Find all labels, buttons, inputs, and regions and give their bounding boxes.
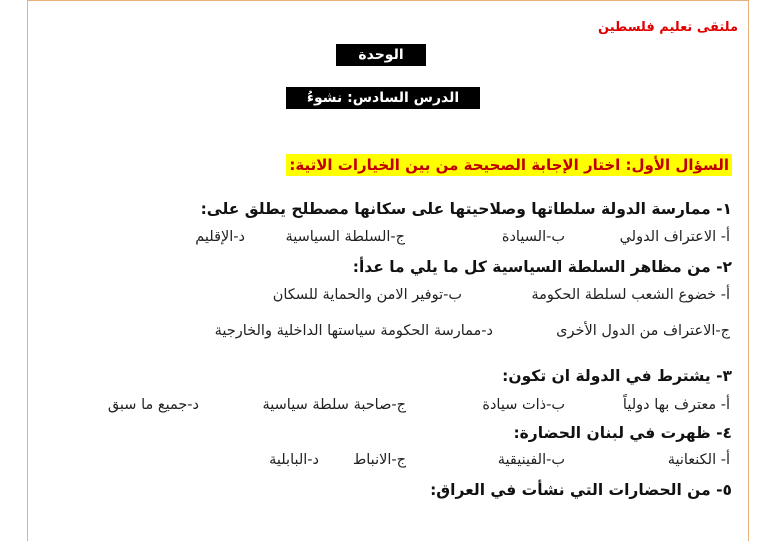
question-3: ٣- يشترط في الدولة ان تكون:	[502, 367, 732, 385]
q1-option-d: د-الإقليم	[195, 229, 245, 245]
q3-option-a: أ- معترف بها دولياً	[622, 397, 730, 413]
q3-option-b: ب-ذات سيادة	[482, 397, 565, 413]
question-2: ٢- من مظاهر السلطة السياسية كل ما يلي ما عدأ:	[352, 258, 732, 276]
q1-option-c: ج-السلطة السياسية	[285, 229, 405, 245]
site-brand: ملتقى تعليم فلسطين	[598, 20, 738, 35]
q2-option-b: ب-توفير الامن والحماية للسكان	[272, 287, 462, 303]
q4-option-b: ب-الفينيقية	[497, 452, 565, 468]
q4-option-c: ج-الانباط	[352, 452, 406, 468]
q1-option-a: أ- الاعتراف الدولي	[619, 229, 730, 245]
unit-title: الوحدة الثالثة	[336, 44, 426, 66]
q2-option-c: ج-الاعتراف من الدول الأخرى	[556, 323, 730, 339]
question-5: ٥- من الحضارات التي نشأت في العراق:	[430, 481, 732, 499]
question-1: ١- ممارسة الدولة سلطاتها وصلاحيتها على سكانها مصطلح يطلق على:	[200, 200, 732, 218]
lesson-title: الدرس السادس: نشوءُ الدُوَل	[286, 87, 480, 109]
q3-option-d: د-جميع ما سبق	[107, 397, 199, 413]
section-question-title: السؤال الأول: اختار الإجابة الصحيحة من بين الخيارات الاتية:	[286, 154, 732, 176]
q2-option-d: د-ممارسة الحكومة سياستها الداخلية والخارجية	[214, 323, 493, 339]
q1-option-b: ب-السيادة	[501, 229, 565, 245]
q4-option-d: د-البابلية	[269, 452, 319, 468]
q2-option-a: أ- خضوع الشعب لسلطة الحكومة	[531, 287, 730, 303]
q4-option-a: أ- الكنعانية	[667, 452, 730, 468]
q3-option-c: ج-صاحبة سلطة سياسية	[262, 397, 406, 413]
question-4: ٤- ظهرت في لبنان الحضارة:	[513, 424, 732, 442]
